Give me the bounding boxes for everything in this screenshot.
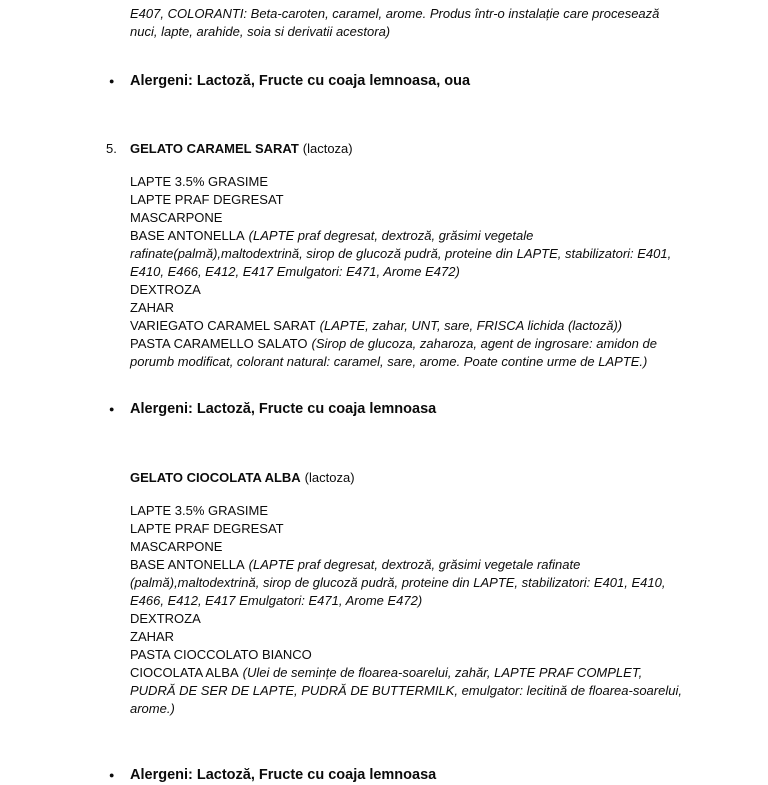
ingredient-line bbox=[130, 502, 684, 520]
ingredient-detail: (Sirop de glucoza, zaharoza, agent de ingrosare: amidon de porumb modificat, colorant natural: caramel, sare, arome. Poate contine urme de LAPTE.) bbox=[130, 336, 657, 369]
ingredient-label: BASE ANTONELLA bbox=[130, 228, 245, 243]
ingredient-line bbox=[130, 538, 684, 556]
item-5-heading bbox=[106, 140, 684, 158]
ingredient-line bbox=[130, 317, 684, 335]
ingredient-label: BASE ANTONELLA bbox=[130, 557, 245, 572]
allergen-line-previous-item bbox=[109, 72, 684, 91]
ingredient-label: DEXTROZA bbox=[130, 282, 201, 297]
allergen-line-ciocolata bbox=[109, 766, 684, 785]
item-ciocolata-ingredients bbox=[130, 502, 684, 718]
ingredient-line bbox=[130, 281, 684, 299]
ingredient-detail: (LAPTE praf degresat, dextroză, grăsimi vegetale rafinate (palmă),maltodextrină, sirop de glucoză pudră, proteine din LAPTE, stabilizatori: E401, E410, E466, E412, E417 Emulgatori: E471, Arome E472) bbox=[130, 557, 666, 608]
allergen-line-caramel bbox=[109, 400, 684, 419]
ingredient-label: CIOCOLATA ALBA bbox=[130, 665, 239, 680]
allergen-text: Alergeni: Lactoză, Fructe cu coaja lemnoasa bbox=[130, 401, 437, 417]
ingredient-label: VARIEGATO CARAMEL SARAT bbox=[130, 318, 316, 333]
ingredient-line bbox=[130, 173, 684, 191]
bullet-icon: ● bbox=[109, 76, 115, 86]
ingredient-label: MASCARPONE bbox=[130, 210, 223, 225]
ingredient-detail: (LAPTE praf degresat, dextroză, grăsimi vegetale rafinate(palmă),maltodextrină, sirop de glucoză pudră, proteine din LAPTE, stabilizatori: E401, E410, E466, E412, E417 Emulgatori: E471, Arome E472) bbox=[130, 228, 672, 279]
ingredient-detail: (LAPTE, zahar, UNT, sare, FRISCA lichida (lactoză)) bbox=[319, 318, 623, 333]
ingredient-label: LAPTE 3.5% GRASIME bbox=[130, 503, 268, 518]
ingredient-line bbox=[130, 610, 684, 628]
ingredient-note-continued: E407, COLORANTI: Beta-caroten, caramel, arome. Produs într-o instalație care procesează nuci, lapte, arahide, soia si derivatii acestora) bbox=[130, 6, 660, 39]
ingredient-detail: (Ulei de semințe de floarea-soarelui, zahăr, LAPTE PRAF COMPLET, PUDRĂ DE SER DE LAPTE, PUDRĂ DE BUTTERMILK, emulgator: lecitină de floarea-soarelui, arome.) bbox=[130, 665, 682, 716]
item-ciocolata-heading bbox=[130, 469, 684, 487]
ingredient-label: PASTA CIOCCOLATO BIANCO bbox=[130, 647, 312, 662]
ingredient-line bbox=[130, 191, 684, 209]
allergen-text: Alergeni: Lactoză, Fructe cu coaja lemnoasa, oua bbox=[130, 73, 471, 89]
allergen-text: Alergeni: Lactoză, Fructe cu coaja lemnoasa bbox=[130, 767, 437, 783]
ingredient-label: ZAHAR bbox=[130, 629, 175, 644]
item-title-suffix: (lactoza) bbox=[304, 470, 355, 485]
ingredient-label: MASCARPONE bbox=[130, 539, 223, 554]
bullet-icon: ● bbox=[109, 770, 115, 780]
ingredient-line bbox=[130, 664, 684, 718]
bullet-icon: ● bbox=[109, 404, 115, 414]
ingredient-label: DEXTROZA bbox=[130, 611, 201, 626]
ingredient-label: LAPTE 3.5% GRASIME bbox=[130, 174, 268, 189]
ingredient-label: ZAHAR bbox=[130, 300, 175, 315]
item-number: 5. bbox=[106, 141, 117, 156]
ingredient-label: LAPTE PRAF DEGRESAT bbox=[130, 192, 284, 207]
ingredient-line bbox=[130, 556, 684, 610]
document-content bbox=[106, 5, 684, 785]
ingredient-line bbox=[130, 628, 684, 646]
ingredient-line bbox=[130, 209, 684, 227]
ingredient-line bbox=[130, 227, 684, 281]
ingredient-label: PASTA CARAMELLO SALATO bbox=[130, 336, 308, 351]
ingredient-line bbox=[130, 335, 684, 371]
item-title: GELATO CIOCOLATA ALBA bbox=[130, 470, 301, 485]
item-5-ingredients bbox=[130, 173, 684, 371]
ingredient-line bbox=[130, 299, 684, 317]
ingredient-label: LAPTE PRAF DEGRESAT bbox=[130, 521, 284, 536]
item-title: GELATO CARAMEL SARAT bbox=[130, 141, 299, 156]
ingredient-line bbox=[130, 646, 684, 664]
item-title-suffix: (lactoza) bbox=[302, 141, 353, 156]
ingredient-line bbox=[130, 520, 684, 538]
